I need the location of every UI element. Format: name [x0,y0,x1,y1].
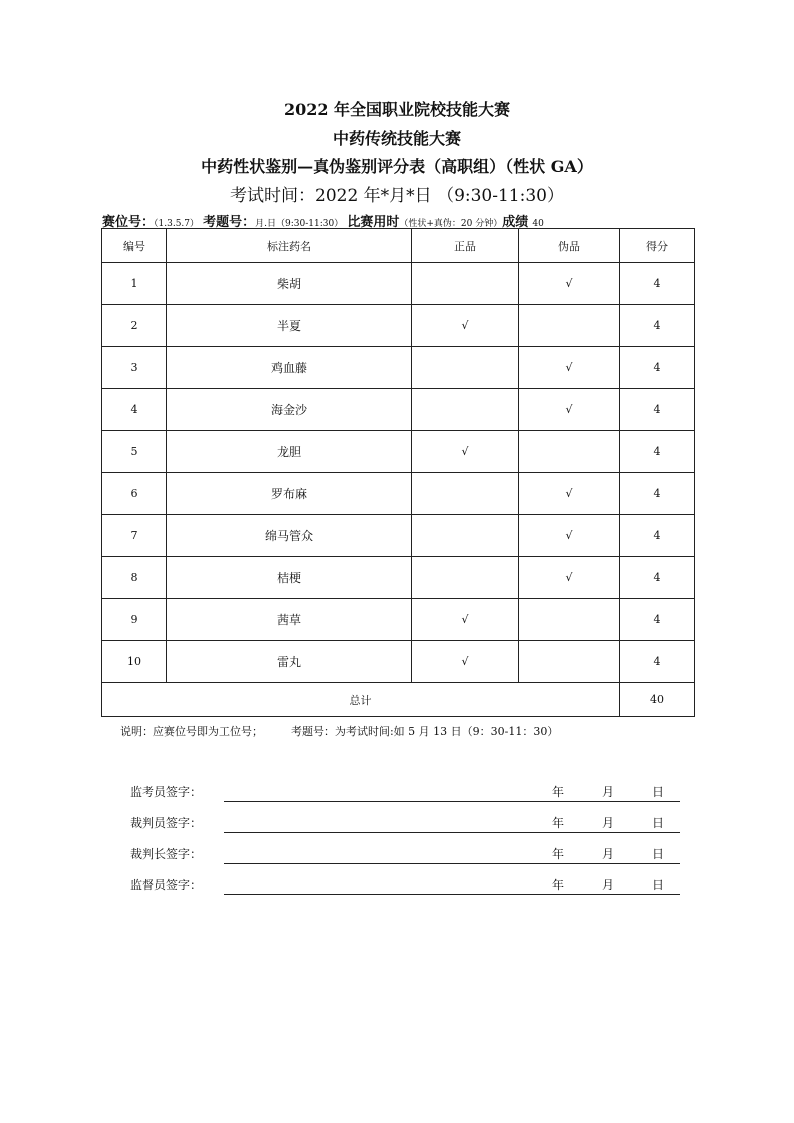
score-table [101,228,695,717]
duration-label: 比赛用时 [347,215,400,230]
row-score: 4 [620,263,695,305]
row-score: 4 [620,557,695,599]
row-herb-name: 桔梗 [167,557,412,599]
signature-label: 裁判员签字： [130,816,203,830]
header-fake: 伪品 [519,229,620,263]
row-score: 4 [620,305,695,347]
month-unit: 月 [602,878,615,892]
day-unit: 日 [652,785,665,799]
row-herb-name: 鸡血藤 [167,347,412,389]
row-genuine-mark [412,557,519,599]
row-number: 2 [102,305,167,347]
row-number: 1 [102,263,167,305]
day-unit: 日 [652,816,665,830]
signature-label: 监督员签字： [130,878,203,892]
table-header-row [102,229,695,263]
month-blank [568,801,600,802]
month-blank [568,863,600,864]
exam-time: 考试时间：2022 年*月*日 （9:30-11:30） [230,186,564,206]
row-fake-mark [519,431,620,473]
row-number: 8 [102,557,167,599]
row-fake-mark [519,641,620,683]
table-total-row [102,683,695,717]
table-row [102,389,695,431]
signature-judge [130,813,690,833]
day-blank [618,801,650,802]
row-score: 4 [620,389,695,431]
signature-chief-judge [130,844,690,864]
year-unit: 年 [552,816,565,830]
row-score: 4 [620,599,695,641]
row-number: 3 [102,347,167,389]
year-unit: 年 [552,785,565,799]
row-herb-name: 半夏 [167,305,412,347]
row-fake-mark: √ [519,515,620,557]
table-row [102,641,695,683]
duration-note: （性状+真伪：20 分钟） [399,219,503,229]
signature-line [224,800,680,802]
row-score: 4 [620,641,695,683]
row-score: 4 [620,473,695,515]
row-herb-name: 龙胆 [167,431,412,473]
score-value: 40 [532,219,544,229]
title-competition: 2022 年全国职业院校技能大赛 [283,100,511,119]
month-unit: 月 [602,785,615,799]
row-number: 10 [102,641,167,683]
header-number: 编号 [102,229,167,263]
row-genuine-mark [412,347,519,389]
day-blank [618,863,650,864]
signature-label: 监考员签字： [130,785,203,799]
row-score: 4 [620,431,695,473]
row-number: 9 [102,599,167,641]
month-blank [568,832,600,833]
row-herb-name: 柴胡 [167,263,412,305]
header-score: 得分 [620,229,695,263]
row-number: 5 [102,431,167,473]
row-genuine-mark [412,515,519,557]
table-row [102,515,695,557]
table-row [102,599,695,641]
title-scoresheet: 中药性状鉴别—真伪鉴别评分表（高职组）（性状 GA） [201,157,593,176]
day-unit: 日 [652,878,665,892]
signature-proctor [130,782,690,802]
exam-value: 月.日（9:30-11:30） [255,219,344,229]
month-blank [568,894,600,895]
row-genuine-mark [412,389,519,431]
signature-supervisor [130,875,690,895]
signature-line [224,893,680,895]
row-number: 7 [102,515,167,557]
row-number: 4 [102,389,167,431]
row-herb-name: 雷丸 [167,641,412,683]
seat-label: 赛位号： [102,215,155,230]
row-genuine-mark: √ [412,599,519,641]
row-fake-mark: √ [519,389,620,431]
table-row [102,347,695,389]
row-fake-mark: √ [519,263,620,305]
row-genuine-mark [412,263,519,305]
table-row [102,473,695,515]
row-fake-mark [519,599,620,641]
row-herb-name: 绵马管众 [167,515,412,557]
total-label: 总计 [102,683,620,717]
row-genuine-mark: √ [412,305,519,347]
row-score: 4 [620,515,695,557]
row-fake-mark: √ [519,473,620,515]
year-unit: 年 [552,847,565,861]
row-number: 6 [102,473,167,515]
table-row [102,557,695,599]
seat-value: （1.3.5.7） [154,219,200,229]
exam-label: 考题号： [203,215,256,230]
row-genuine-mark: √ [412,431,519,473]
row-genuine-mark [412,473,519,515]
year-unit: 年 [552,878,565,892]
table-row [102,263,695,305]
row-genuine-mark: √ [412,641,519,683]
day-blank [618,832,650,833]
header-genuine: 正品 [412,229,519,263]
signature-line [224,831,680,833]
signature-line [224,862,680,864]
row-herb-name: 海金沙 [167,389,412,431]
total-value: 40 [620,683,695,717]
day-unit: 日 [652,847,665,861]
row-fake-mark: √ [519,347,620,389]
table-row [102,431,695,473]
day-blank [618,894,650,895]
month-unit: 月 [602,847,615,861]
month-unit: 月 [602,816,615,830]
row-herb-name: 罗布麻 [167,473,412,515]
row-herb-name: 茜草 [167,599,412,641]
footnote: 说明：应赛位号即为工位号； 考题号：为考试时间:如 5 月 13 日（9：30-11：30） [120,725,559,738]
score-label: 成绩 [502,215,529,230]
header-herb-name: 标注药名 [167,229,412,263]
row-score: 4 [620,347,695,389]
signature-label: 裁判长签字： [130,847,203,861]
table-row [102,305,695,347]
row-fake-mark [519,305,620,347]
row-fake-mark: √ [519,557,620,599]
title-event: 中药传统技能大赛 [332,129,461,148]
